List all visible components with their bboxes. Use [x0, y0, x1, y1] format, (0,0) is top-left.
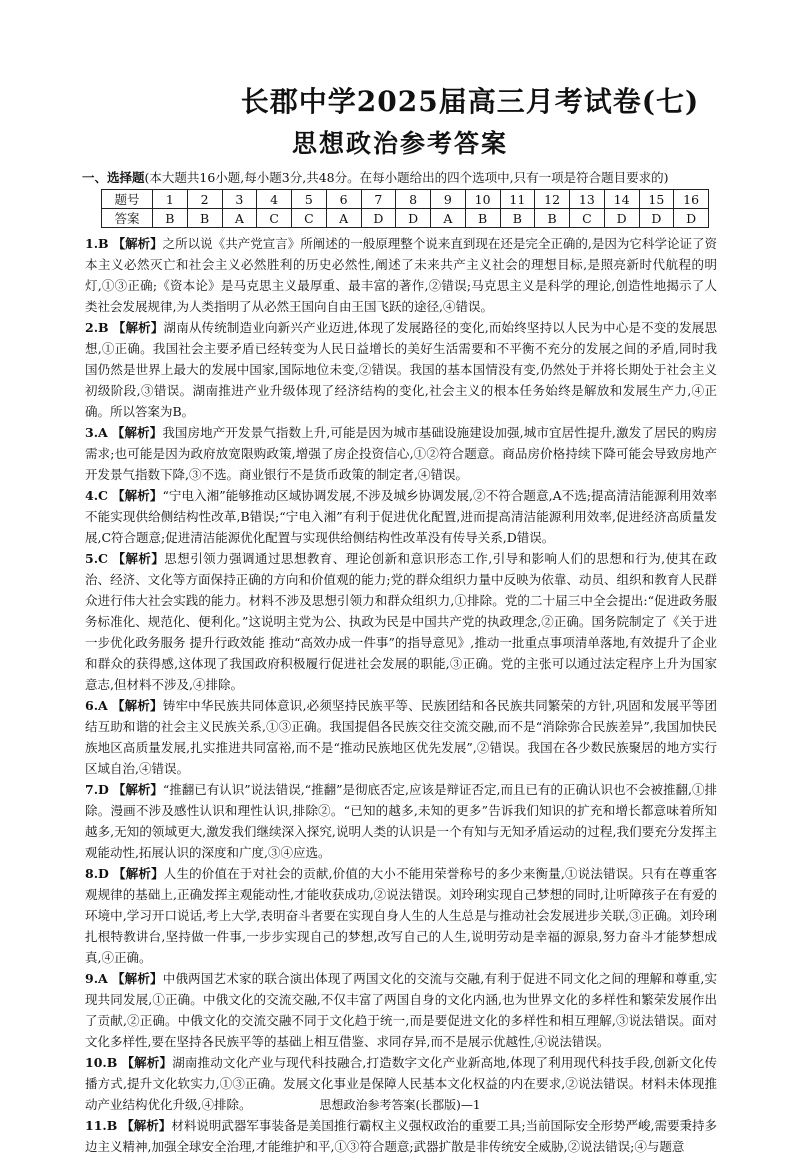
item-number: 2.B	[85, 320, 109, 335]
answer-cell: B	[500, 209, 535, 228]
answer-cell: C	[570, 209, 605, 228]
item-number: 1.B	[85, 236, 109, 251]
question-number: 6	[326, 190, 361, 209]
item-tag: 【解析】	[113, 866, 164, 881]
question-number-row	[102, 190, 709, 209]
explanation-item	[85, 968, 717, 1052]
item-number: 4.C	[85, 488, 108, 503]
question-number: 3	[222, 190, 257, 209]
item-tag: 【解析】	[121, 1118, 172, 1133]
answer-cell: D	[361, 209, 396, 228]
item-number: 8.D	[85, 866, 109, 881]
explanation-item	[85, 317, 717, 422]
item-text: 人生的价值在于对社会的贡献,价值的大小不能用荣誉称号的多少来衡量,①说法错误。只有在尊重客观规律的基础上,正确发挥主观能动性,才能收获成功,②说法错误。刘玲琍实现自己梦想的同时,让听障孩子在有爱的环境中,学习开口说话,考上大学,表明奋斗者要在实现自身人生的人生总是与推动社会发展进步关联,③正确。刘玲琍扎根特教讲台,坚持做一件事,一步步实现自己的梦想,改写自己的人生,说明劳动是幸福的源泉,努力奋斗才能梦想成真,④正确。	[85, 866, 717, 965]
answer-cell: B	[187, 209, 222, 228]
answer-cell: A	[222, 209, 257, 228]
question-number: 12	[535, 190, 570, 209]
row-label: 题号	[102, 190, 153, 209]
page-title: 长郡中学2025届高三月考试卷(七)	[240, 85, 700, 118]
question-number: 10	[465, 190, 500, 209]
item-text: 湖南推动文化产业与现代科技融合,打造数字文化产业新高地,体现了利用现代科技手段,创新文化传播方式,提升文化软实力,①③正确。发展文化事业是保障人民基本文化权益的内在要求,②说法错误。材料未体现推动产业结构优化升级,④排除。	[85, 1055, 717, 1112]
item-number: 10.B	[85, 1055, 118, 1070]
question-number: 15	[639, 190, 674, 209]
question-number: 11	[500, 190, 535, 209]
item-text: 中俄两国艺术家的联合演出体现了两国文化的交流与交融,有利于促进不同文化之间的理解和尊重,实现共同发展,①正确。中俄文化的交流交融,不仅丰富了两国自身的文化内涵,也为世界文化的多样性和繁荣发展作出了贡献,②正确。中俄文化的交流交融不同于文化趋于统一,而是要促进文化的多样性和相互理解,③说法错误。面对文化多样性,要在坚持各民族平等的基础上相互借鉴、求同存异,而不是展示优越性,④说法错误。	[85, 971, 717, 1049]
item-tag: 【解析】	[112, 551, 165, 566]
item-tag: 【解析】	[112, 488, 163, 503]
answer-cell: D	[639, 209, 674, 228]
question-number: 14	[604, 190, 639, 209]
answer-cell: D	[674, 209, 709, 228]
explanation-item	[85, 485, 717, 548]
explanation-item	[85, 779, 717, 863]
item-text: “宁电入湘”能够推动区域协调发展,不涉及城乡协调发展,②不符合题意,A不选;提高清洁能源利用效率不能实现供给侧结构性改革,B错误;“宁电入湘”有利于促进优化配置,进而提高清洁能源利用效率,促进经济高质量发展,C符合题意;促进清洁能源优化配置与实现供给侧结构性改革没有传导关系,D错误。	[85, 488, 717, 545]
answer-cell: C	[257, 209, 292, 228]
explanation-item	[85, 422, 717, 485]
answer-cell: B	[535, 209, 570, 228]
item-number: 11.B	[85, 1118, 118, 1133]
item-text: 之所以说《共产党宣言》所阐述的一般原理整个说来直到现在还是完全正确的,是因为它科学论证了资本主义必然灭亡和社会主义必然胜利的历史必然性,阐述了未来共产主义社会的理想目标,是照亮新时代航程的明灯,①③正确;《资本论》是马克思主义最厚重、最丰富的著作,②错误;马克思主义是科学的理论,创造性地揭示了人类社会发展规律,为人类指明了从必然王国向自由王国飞跃的途径,④错误。	[85, 236, 717, 314]
item-tag: 【解析】	[111, 698, 163, 713]
explanation-item	[85, 695, 717, 779]
section-heading	[82, 169, 742, 186]
item-number: 9.A	[85, 971, 108, 986]
explanation-item	[85, 863, 717, 968]
answer-cell: C	[292, 209, 327, 228]
page-footer: 思想政治参考答案(长郡版)—1	[319, 1098, 481, 1112]
item-number: 6.A	[85, 698, 108, 713]
explanation-item	[85, 1115, 717, 1157]
question-number: 7	[361, 190, 396, 209]
explanation-item	[85, 548, 717, 695]
item-text: 湖南从传统制造业向新兴产业迈进,体现了发展路径的变化,而始终坚持以人民为中心是不变的发展思想,①正确。我国社会主要矛盾已经转变为人民日益增长的美好生活需要和不平衡不充分的发展之间的矛盾,同时我国仍然是世界上最大的发展中国家,国际地位未变,②错误。我国的基本国情没有变,仍然处于并将长期处于社会主义初级阶段,③错误。湖南推进产业升级体现了经济结构的变化,社会主义的根本任务始终是解放和发展生产力,④正确。所以答案为B。	[85, 320, 717, 419]
row-label: 答案	[102, 209, 153, 228]
item-text: 铸牢中华民族共同体意识,必须坚持民族平等、民族团结和各民族共同繁荣的方针,巩固和发展平等团结互助和谐的社会主义民族关系,①③正确。我国提倡各民族交往交流交融,而不是“消除弥合民族差异”,我国加快民族地区高质量发展,扎实推进共同富裕,而不是“推动民族地区优先发展”,②错误。我国在各少数民族聚居的地方实行区域自治,④错误。	[85, 698, 717, 776]
answer-cell: D	[604, 209, 639, 228]
answer-row	[102, 209, 709, 228]
answer-cell: B	[465, 209, 500, 228]
item-tag: 【解析】	[111, 971, 163, 986]
explanation-item	[85, 233, 717, 317]
answer-cell: A	[326, 209, 361, 228]
item-tag: 【解析】	[112, 782, 163, 797]
answer-cell: A	[431, 209, 466, 228]
page-subtitle: 思想政治参考答案	[291, 129, 508, 158]
item-tag: 【解析】	[121, 1055, 173, 1070]
section-description: (本大题共16小题,每小题3分,共48分。在每小题给出的四个选项中,只有一项是符合题目要求的)	[144, 170, 669, 185]
item-text: 材料说明武器军事装备是美国推行霸权主义强权政治的重要工具;当前国际安全形势严峻,需要秉持多边主义精神,加强全球安全治理,才能维护和平,①③符合题意;武器扩散是非传统安全威胁,②说法错误;④与题意	[85, 1118, 717, 1154]
question-number: 8	[396, 190, 431, 209]
question-number: 2	[187, 190, 222, 209]
answer-cell: D	[396, 209, 431, 228]
answer-table	[101, 189, 709, 228]
item-tag: 【解析】	[112, 320, 164, 335]
item-number: 3.A	[85, 425, 108, 440]
item-text: 思想引领力强调通过思想教育、理论创新和意识形态工作,引导和影响人们的思想和行为,使其在政治、经济、文化等方面保持正确的方向和价值观的能力;党的群众组织力量中反映为依靠、动员、组织和教育人民群众进行伟大社会实践的能力。材料不涉及思想引领力和群众组织力,①排除。党的二十届三中全会提出:“促进政务服务标准化、规范化、便利化。”这说明主党为公、执政为民是中国共产党的执政理念,②正确。国务院制定了《关于进一步优化政务服务 提升行政效能 推动“高效办成一件事”的指导意见》,推动一批重点事项清单落地,有效提升了企业和群众的获得感,这体现了我国政府积极履行促进社会发展的职能,③正确。党的主张可以通过法定程序上升为国家意志,但材料不涉及,④排除。	[85, 551, 717, 692]
item-text: 我国房地产开发景气指数上升,可能是因为城市基础设施建设加强,城市宜居性提升,激发了居民的购房需求;也可能是因为政府放宽限购政策,增强了房企投资信心,①②符合题意。商品房价格持续下降可能会导致房地产开发景气指数下降,③不选。商业银行不是货币政策的制定者,④错误。	[85, 425, 717, 482]
question-number: 9	[431, 190, 466, 209]
answer-cell: B	[153, 209, 188, 228]
question-number: 16	[674, 190, 709, 209]
item-number: 7.D	[85, 782, 109, 797]
question-number: 13	[570, 190, 605, 209]
item-text: “推翻已有认识”说法错误,“推翻”是彻底否定,应该是辩证否定,而且已有的正确认识也不会被推翻,①排除。漫画不涉及感性认识和理性认识,排除②。“已知的越多,未知的更多”告诉我们知识的扩充和增长都意味着所知越多,无知的领域更大,激发我们继续深入探究,说明人类的认识是一个有知与无知矛盾运动的过程,我们要充分发挥主观能动性,拓展认识的深度和广度,③④应选。	[85, 782, 717, 860]
question-number: 1	[153, 190, 188, 209]
question-number: 4	[257, 190, 292, 209]
item-tag: 【解析】	[112, 236, 163, 251]
question-number: 5	[292, 190, 327, 209]
explanation-list	[85, 233, 717, 1157]
section-label: 一、选择题	[82, 170, 145, 185]
item-number: 5.C	[85, 551, 108, 566]
item-tag: 【解析】	[111, 425, 163, 440]
